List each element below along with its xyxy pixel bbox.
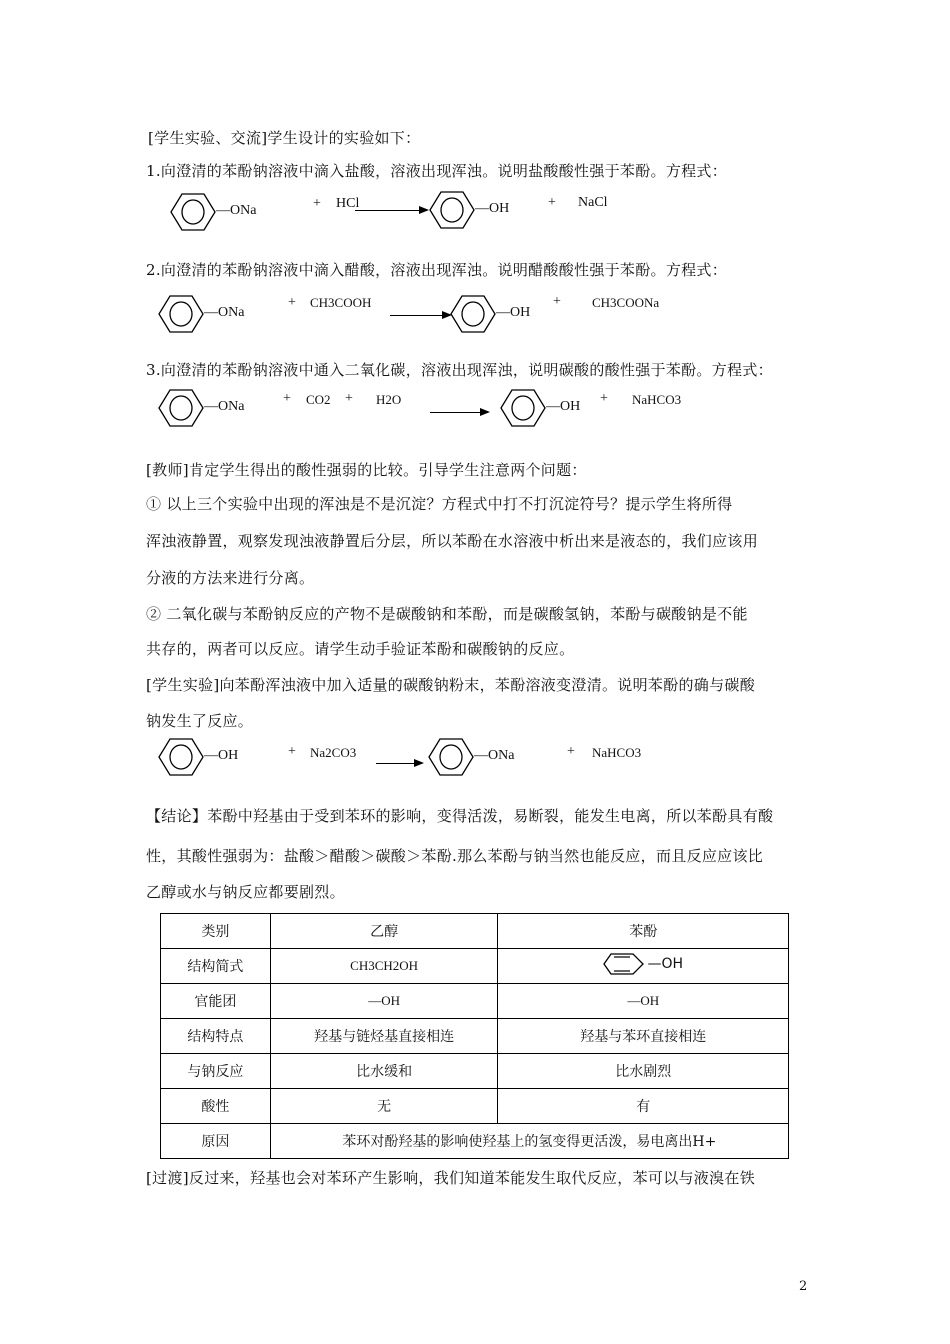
line-point-2a: ② 二氧化碳与苯酚钠反应的产物不是碳酸钠和苯酚，而是碳酸氢钠，苯酚与碳酸钠是不能 — [146, 605, 748, 623]
benzene-ring-icon — [450, 294, 496, 334]
line-conclusion-b: 性，其酸性强弱为：盐酸＞醋酸＞碳酸＞苯酚.那么苯酚与钠当然也能反应，而且反应应该比 — [146, 847, 764, 865]
benzene-ring-icon — [428, 737, 474, 777]
table-cell: CH3CH2OH — [270, 949, 498, 984]
plus-sign: + — [288, 295, 296, 310]
reactant-group: —ONa — [216, 203, 257, 218]
line-experiment-3: 3.向澄清的苯酚钠溶液中通入二氧化碳，溶液出现浑浊，说明碳酸的酸性强于苯酚。方程式： — [146, 361, 773, 379]
table-header-cell: 类别 — [161, 914, 271, 949]
table-cell: 原因 — [161, 1124, 271, 1159]
table-row — [161, 1054, 789, 1089]
table-row — [161, 1089, 789, 1124]
comparison-table — [160, 913, 789, 1159]
table-cell: 与钠反应 — [161, 1054, 271, 1089]
table-cell: 有 — [498, 1089, 789, 1124]
plus-sign: + — [567, 744, 575, 759]
line-student-experiment-heading: [学生实验、交流]学生设计的实验如下： — [148, 129, 421, 147]
table-cell: 无 — [270, 1089, 498, 1124]
reactant-3: H2O — [376, 392, 402, 407]
plus-sign: + — [548, 195, 556, 210]
table-cell: —OH — [498, 984, 789, 1019]
benzene-ring-icon — [158, 294, 204, 334]
reactant-group: —ONa — [204, 305, 245, 320]
product-2: CH3COONa — [592, 295, 660, 310]
reactant-2: HCl — [336, 196, 360, 211]
table-row-reason — [161, 1124, 789, 1159]
table-cell-structure — [498, 949, 789, 984]
line-experiment-2: 2.向澄清的苯酚钠溶液中滴入醋酸，溶液出现浑浊。说明醋酸酸性强于苯酚。方程式： — [146, 261, 728, 279]
line-transition: [过渡]反过来，羟基也会对苯环产生影响，我们知道苯能发生取代反应，苯可以与液溴在铁 — [146, 1169, 756, 1187]
reactant-2: CH3COOH — [310, 295, 372, 310]
table-cell: 酸性 — [161, 1089, 271, 1124]
line-point-2b: 共存的，两者可以反应。请学生动手验证苯酚和碳酸钠的反应。 — [146, 640, 575, 658]
line-point-1b: 浑浊液静置，观察发现浊液静置后分层，所以苯酚在水溶液中析出来是液态的，我们应该用 — [146, 532, 759, 550]
product-group: —OH — [546, 399, 581, 414]
product-2: NaHCO3 — [592, 745, 642, 760]
table-header-cell: 乙醇 — [270, 914, 498, 949]
table-cell: 比水缓和 — [270, 1054, 498, 1089]
hydroxyl-group: —OH — [647, 956, 683, 972]
reaction-arrow — [355, 210, 427, 211]
plus-sign: + — [345, 391, 353, 406]
product-group: —ONa — [474, 748, 515, 763]
line-conclusion-c: 乙醇或水与钠反应都要剧烈。 — [146, 883, 345, 901]
product-group: —OH — [475, 201, 510, 216]
table-row — [161, 1019, 789, 1054]
reaction-arrow — [430, 412, 488, 413]
line-experiment-1: 1.向澄清的苯酚钠溶液中滴入盐酸，溶液出现浑浊。说明盐酸酸性强于苯酚。方程式： — [146, 162, 728, 180]
table-cell: —OH — [270, 984, 498, 1019]
benzene-ring-icon — [603, 952, 647, 976]
reactant-2: CO2 — [306, 392, 331, 407]
plus-sign: + — [600, 391, 608, 406]
table-cell: 比水剧烈 — [498, 1054, 789, 1089]
benzene-ring-icon — [429, 190, 475, 230]
plus-sign: + — [313, 196, 321, 211]
table-cell: 官能团 — [161, 984, 271, 1019]
line-student-experiment-2a: [学生实验]向苯酚浑浊液中加入适量的碳酸钠粉末，苯酚溶液变澄清。说明苯酚的确与碳酸 — [146, 676, 756, 694]
table-cell: 结构简式 — [161, 949, 271, 984]
benzene-ring-icon — [158, 388, 204, 428]
table-cell: 羟基与链烃基直接相连 — [270, 1019, 498, 1054]
reactant-group: —OH — [204, 748, 239, 763]
product-2: NaCl — [578, 195, 608, 210]
benzene-ring-icon — [500, 388, 546, 428]
line-point-1c: 分液的方法来进行分离。 — [146, 569, 315, 587]
table-cell: 羟基与苯环直接相连 — [498, 1019, 789, 1054]
table-row — [161, 949, 789, 984]
plus-sign: + — [288, 744, 296, 759]
reactant-2: Na2CO3 — [310, 745, 357, 760]
table-header-row — [161, 914, 789, 949]
line-point-1a: ① 以上三个实验中出现的浑浊是不是沉淀？方程式中打不打沉淀符号？提示学生将所得 — [146, 495, 733, 513]
page-number: 2 — [799, 1279, 808, 1294]
benzene-ring-icon — [170, 192, 216, 232]
product-group: —OH — [496, 305, 531, 320]
table-row — [161, 984, 789, 1019]
reactant-group: —ONa — [204, 399, 245, 414]
reaction-arrow — [376, 763, 422, 764]
plus-sign: + — [283, 391, 291, 406]
line-student-experiment-2b: 钠发生了反应。 — [146, 712, 254, 730]
table-header-cell: 苯酚 — [498, 914, 789, 949]
plus-sign: + — [553, 294, 561, 309]
reaction-arrow — [390, 315, 450, 316]
line-conclusion-a: 【结论】苯酚中羟基由于受到苯环的影响，变得活泼，易断裂，能发生电离，所以苯酚具有酸 — [146, 807, 774, 825]
product-2: NaHCO3 — [632, 392, 682, 407]
table-cell: 结构特点 — [161, 1019, 271, 1054]
benzene-ring-icon — [158, 737, 204, 777]
table-cell-reason: 苯环对酚羟基的影响使羟基上的氢变得更活泼，易电离出H+ — [270, 1124, 788, 1159]
line-teacher: [教师]肯定学生得出的酸性强弱的比较。引导学生注意两个问题： — [146, 461, 587, 479]
